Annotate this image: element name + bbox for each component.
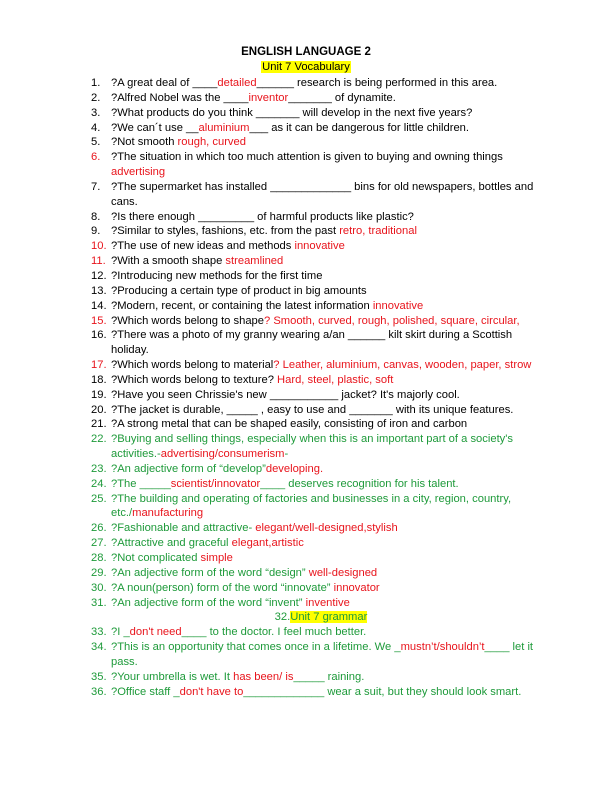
list-item: 5. ?Not smooth rough, curved [91,136,246,149]
section-heading-grammar: 32.Unit 7 grammar [274,611,368,624]
list-item: 23. ?An adjective form of “develop”developing. [91,462,324,475]
list-item: 7. ?The supermarket has installed _____________ bins for old newspapers, bottles and cans. [91,180,534,208]
list-item: 2. ?Alfred Nobel was the ____inventor_______ of dynamite. [91,91,396,104]
list-item: 3. ?What products do you think _______ will develop in the next five years? [91,106,473,119]
list-item: 15. ?Which words belong to shape? Smooth, curved, rough, polished, square, circular, [91,314,520,327]
list-item: 31. ?An adjective form of the word “invent” inventive [91,596,350,609]
list-item: 28. ?Not complicated simple [91,552,233,564]
list-item: 10. ?The use of new ideas and methods innovative [91,240,345,253]
list-item: 4. ?We can´t use __aluminium___ as it can be dangerous for little children. [91,121,470,134]
list-item: 12. ?Introducing new methods for the first time [91,269,323,282]
list-item: 27. ?Attractive and graceful elegant,artistic [91,537,304,550]
list-item: 6. ?The situation in which too much attention is given to buying and owning things advertising [91,151,503,179]
list-item: 13. ?Producing a certain type of product in big amounts [91,284,367,297]
list-item: 29. ?An adjective form of the word “design” well-designed [91,566,378,579]
list-item: 35. ?Your umbrella is wet. It has been/ is_____ raining. [91,670,365,683]
list-item: 22. ?Buying and selling things, especially when this is an important part of a society's activities.-advertising/consumerism- [91,433,513,461]
list-item: 8. ?Is there enough _________ of harmful products like plastic? [91,210,414,223]
list-item: 26. ?Fashionable and attractive- elegant/well-designed,stylish [91,522,398,535]
list-item: 30. ?A noun(person) form of the word “innovate” innovator [91,581,380,594]
list-item: 36. ?Office staff _don't have to_____________ wear a suit, but they should look smart. [91,685,522,698]
list-item: 21. ?A strong metal that can be shaped easily, consisting of iron and carbon [91,418,468,431]
list-item: 1. ?A great deal of ____detailed______ research is being performed in this area. [91,77,498,89]
list-item: 9. ?Similar to styles, fashions, etc. from the past retro, traditional [91,225,417,238]
document-title: ENGLISH LANGUAGE 2 [241,46,371,58]
question-list [91,76,551,699]
list-item: 14. ?Modern, recent, or containing the latest information innovative [91,299,424,312]
list-item: 34. ?This is an opportunity that comes once in a lifetime. We _mustn’t/shouldn’t____ let it pass. [91,641,534,668]
list-item: 11. ?With a smooth shape streamlined [91,255,284,268]
section-heading-vocabulary: Unit 7 Vocabulary [262,61,350,73]
list-item: 16. ?There was a photo of my granny wearing a/an ______ kilt skirt during a Scottish holiday. [91,329,513,357]
list-item: 17. ?Which words belong to material? Leather, aluminium, canvas, wooden, paper, strow [91,359,532,372]
list-item: 19. ?Have you seen Chrissie's new ___________ jacket? It's majorly cool. [91,388,460,401]
list-item: 18. ?Which words belong to texture? Hard, steel, plastic, soft [91,373,394,386]
list-item: 25. ?The building and operating of factories and businesses in a city, region, country, etc./manufacturing [91,492,512,520]
list-item: 24. ?The _____scientist/innovator____ deserves recognition for his talent. [91,477,459,490]
list-item: 20. ?The jacket is durable, _____ , easy to use and _______ with its unique features. [91,403,514,416]
list-item: 33. ?I _don't need____ to the doctor. I feel much better. [91,626,367,639]
